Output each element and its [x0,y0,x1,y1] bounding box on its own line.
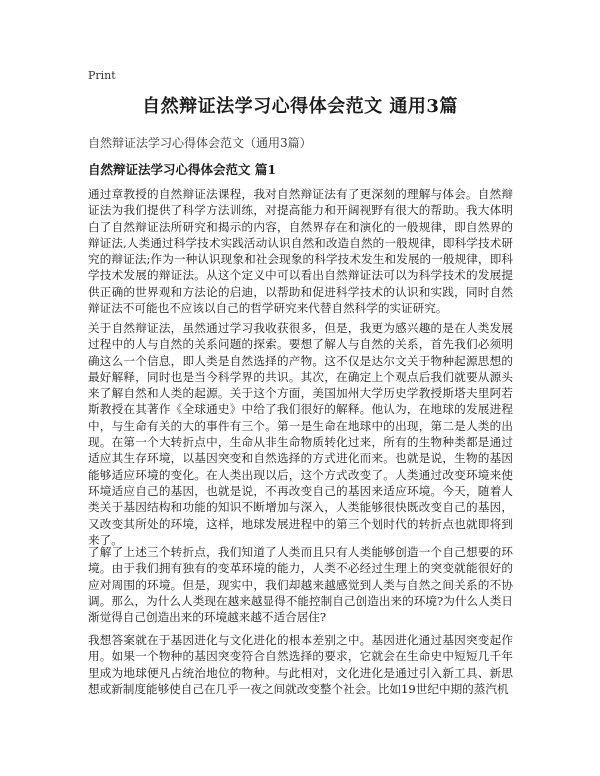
section-heading: 自然辩证法学习心得体会范文 篇1 [88,162,277,177]
print-label: Print [88,69,116,82]
paragraph-3: 了解了上述三个转折点，我们知道了人类而且只有人类能够创造一个自己想要的环境。由于我们拥有独有的变革环境的能力，人类不必经过生理上的突变就能很好的应对周围的环境。但是，现实中，我们却越来越感觉到人类与自然之间关系的不协调。那么，为什么人类现在越来越显得不能控制自己创造出来的环境?为什么人类日渐觉得自己创造出来的环境越来越不适合居住? [88,545,513,625]
paragraph-1: 通过章教授的自然辩证法课程，我对自然辩证法有了更深刻的理解与体会。自然辩证法为我们提供了科学方法训练，对提高能力和开阔视野有很大的帮助。我大体明白了自然辩证法所研究和揭示的内容，自然界存在和演化的一般规律，即自然界的辩证法,人类通过科学技术实践活动认识自然和改造自然的一般规律，即科学技术研究的辩证法;作为一种认识现象和社会现象的科学技术发生和发展的一般规律，即科学技术发展的辩证法。从这个定义中可以看出自然辩证法可以为科学技术的发展提供正确的世界观和方法论的启迪，以帮助和促进科学技术的认识和实践，同时自然辩证法不可能也不应该以自己的哲学研究来代替自然科学的实证研究。 [88,187,513,316]
document-subtitle: 自然辩证法学习心得体会范文（通用3篇） [88,136,312,150]
page-title: 自然辩证法学习心得体会范文 通用3篇 [142,96,458,117]
paragraph-2: 关于自然辩证法，虽然通过学习我收获很多，但是，我更为感兴趣的是在人类发展过程中的人与自然的关系问题的探索。要想了解人与自然的关系，首先我们必须明确这么一个信息，即人类是自然选择的产物。这不仅是达尔文关于物种起源思想的最好解释，同时也是当今科学界的共识。其次，在确定上个观点后我们就要从源头来了解自然和人类的起源。关于这个方面，美国加州大学历史学教授斯塔夫里阿若斯教授在其著作《全球通史》中给了我们很好的解释。他认为，在地球的发展进程中，与生命有关的大的事件有三个。第一是生命在地球中的出现，第二是人类的出现。在第一个大转折点中，生命从非生命物质转化过来，所有的生物种类都是通过适应其生存环境，以基因突变和自然选择的方式进化而来。也就是说，生物的基因能够适应环境的变化。在人类出现以后，这个方式改变了。人类通过改变环境来使环境适应自己的基因，也就是说，不再改变自己的基因来适应环境。今天，随着人类关于基因结构和功能的知识不断增加与深入，人类能够很快既改变自己的基因，又改变其所处的环境，这样，地球发展进程中的第三个划时代的转折点也就即将到来了。 [88,321,513,547]
paragraph-4: 我想答案就在于基因进化与文化进化的根本差别之中。基因进化通过基因突变起作用。如果一个物种的基因突变符合自然选择的要求，它就会在生命史中短短几千年里成为地球便凡占统治地位的物种。与此相对，文化进化是通过引入新工具、新思想或新制度能够使自己在几乎一夜之间就改变整个社会。比如19世纪中期的蒸汽机 [88,633,513,696]
